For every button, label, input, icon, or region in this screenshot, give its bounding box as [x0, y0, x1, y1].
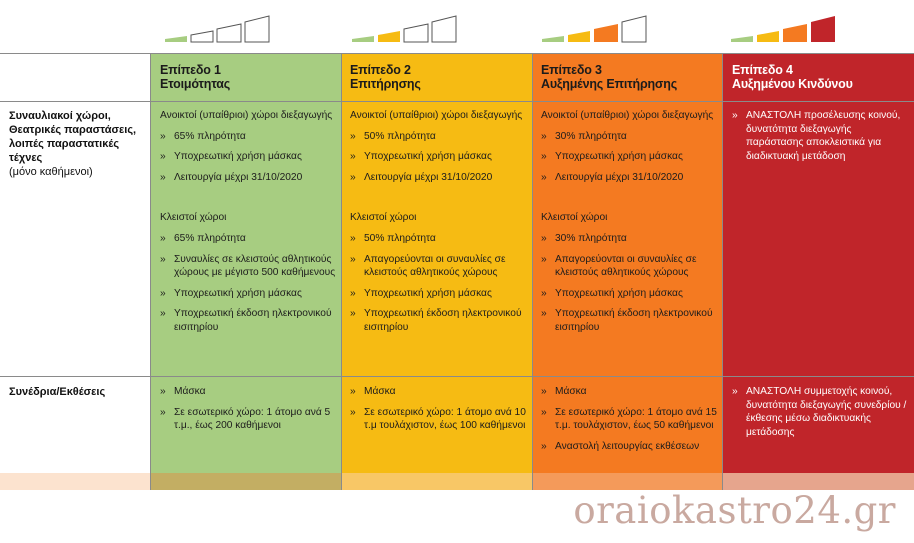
column-divider	[150, 53, 151, 490]
level-3-title: Επίπεδο 3	[541, 63, 602, 77]
list-item: » ΑΝΑΣΤΟΛΗ συμμετοχής κοινού, δυνατότητα διεξαγωγής συνεδρίου / έκθεσης μέσω διαδικτυακής μετάδοσης	[732, 386, 907, 438]
level-1-title: Επίπεδο 1	[160, 63, 221, 77]
list-item: » Υποχρεωτική έκδοση ηλεκτρονικού εισιτηρίου	[160, 308, 332, 333]
level-2-header	[350, 63, 421, 91]
level-2-title: Επίπεδο 2	[350, 63, 411, 77]
cell-conferences-level-2	[350, 385, 526, 440]
list-item: » Λειτουργία μέχρι 31/10/2020	[350, 171, 493, 183]
list-item: » Σε εσωτερικό χώρο: 1 άτομο ανά 15 τ.μ. τουλάχιστον, έως 50 καθήμενοι	[541, 406, 717, 432]
bottom-stripe-label	[0, 473, 150, 490]
list-item: » Υποχρεωτική χρήση μάσκας	[541, 151, 683, 163]
indoor-title: Κλειστοί χώροι	[350, 212, 417, 224]
cell-performances-level-2	[350, 109, 526, 342]
row-label-title: Συναυλιακοί χώροι, Θεατρικές παραστάσεις, λοιπές παραστατικές τέχνες	[9, 110, 137, 164]
list-item: » 50% πληρότητα	[350, 130, 436, 142]
list-item: » Συναυλίες σε κλειστούς αθλητικούς χώρους με μέγιστο 500 καθήμενους	[160, 253, 336, 279]
bottom-stripe-2	[341, 473, 532, 490]
bottom-stripe-4	[722, 473, 914, 490]
list-item: » Υποχρεωτική έκδοση ηλεκτρονικού εισιτηρίου	[350, 308, 522, 333]
indoor-title: Κλειστοί χώροι	[541, 212, 608, 224]
list-item: » Σε εσωτερικό χώρο: 1 άτομο ανά 5 τ.μ., έως 200 καθήμενοι	[160, 406, 331, 432]
level-4-header	[732, 63, 853, 91]
indoor-title: Κλειστοί χώροι	[160, 212, 227, 224]
level-4-title: Επίπεδο 4	[732, 63, 793, 77]
list-item: » Μάσκα	[160, 386, 206, 397]
list-item: » ΑΝΑΣΤΟΛΗ προσέλευσης κοινού, δυνατότητα διεξαγωγής παράστασης αποκλειστικά για διαδικτυακή μετάδοση	[732, 110, 901, 162]
level-3-bars-icon	[540, 14, 650, 44]
list-item: » Σε εσωτερικό χώρο: 1 άτομο ανά 10 τ.μ τουλάχιστον, έως 100 καθήμενοι	[350, 406, 526, 432]
list-item: » Υποχρεωτική χρήση μάσκας	[160, 287, 302, 299]
list-item: » Λειτουργία μέχρι 31/10/2020	[541, 171, 684, 183]
cell-conferences-level-3	[541, 385, 717, 460]
cell-performances-level-3	[541, 109, 717, 342]
row-label-conferences	[9, 385, 144, 399]
list-item: » 65% πληρότητα	[160, 130, 246, 142]
bottom-stripe-3	[532, 473, 722, 490]
list-item: » 30% πληρότητα	[541, 130, 627, 142]
list-item: » Λειτουργία μέχρι 31/10/2020	[160, 171, 303, 183]
bottom-stripe-1	[150, 473, 341, 490]
cell-conferences-level-1	[160, 385, 336, 440]
list-item: » Μάσκα	[350, 386, 396, 397]
level-2-subtitle: Επιτήρησης	[350, 77, 421, 91]
list-item: » Μάσκα	[541, 386, 587, 397]
list-item: » Υποχρεωτική χρήση μάσκας	[160, 151, 302, 163]
cell-performances-level-4	[732, 109, 908, 170]
level-1-subtitle: Ετοιμότητας	[160, 77, 231, 91]
list-item: » Υποχρεωτική χρήση μάσκας	[541, 287, 683, 299]
column-divider	[722, 53, 723, 490]
watermark: oraiokastro24.gr	[573, 489, 896, 532]
level-4-subtitle: Αυξημένου Κινδύνου	[732, 77, 853, 91]
table-top-border	[0, 53, 914, 54]
outdoor-title: Ανοικτοί (υπαίθριοι) χώροι διεξαγωγής	[160, 110, 333, 121]
list-item: » Αναστολή λειτουργίας εκθέσεων	[541, 440, 700, 452]
level-3-subtitle: Αυξημένης Επιτήρησης	[541, 77, 678, 91]
level-1-header	[160, 63, 230, 91]
level-4-bars-icon	[729, 14, 839, 44]
list-item: » Υποχρεωτική χρήση μάσκας	[350, 151, 492, 163]
list-item: » Απαγορεύονται οι συναυλίες σε κλειστούς αθλητικούς χώρους	[541, 253, 697, 279]
list-item: » Απαγορεύονται οι συναυλίες σε κλειστούς αθλητικούς χώρους	[350, 253, 506, 279]
list-item: » Υποχρεωτική έκδοση ηλεκτρονικού εισιτηρίου	[541, 308, 713, 333]
list-item: » 65% πληρότητα	[160, 232, 246, 244]
column-divider	[532, 53, 533, 490]
row-divider	[0, 376, 914, 377]
outdoor-title: Ανοικτοί (υπαίθριοι) χώροι διεξαγωγής	[541, 110, 714, 121]
list-item: » 30% πληρότητα	[541, 232, 627, 244]
cell-performances-level-1	[160, 109, 336, 342]
row-label-performances	[9, 109, 144, 179]
column-divider	[341, 53, 342, 490]
level-1-bars-icon	[163, 14, 273, 44]
level-3-header	[541, 63, 677, 91]
row-label-title: Συνέδρια/Εκθέσεις	[9, 386, 106, 398]
list-item: » Υποχρεωτική χρήση μάσκας	[350, 287, 492, 299]
row-label-note: (μόνο καθήμενοι)	[9, 166, 93, 178]
cell-conferences-level-4	[732, 385, 908, 446]
outdoor-title: Ανοικτοί (υπαίθριοι) χώροι διεξαγωγής	[350, 110, 523, 121]
list-item: » 50% πληρότητα	[350, 232, 436, 244]
level-2-bars-icon	[350, 14, 460, 44]
header-divider	[0, 101, 914, 102]
measures-table	[0, 53, 914, 490]
